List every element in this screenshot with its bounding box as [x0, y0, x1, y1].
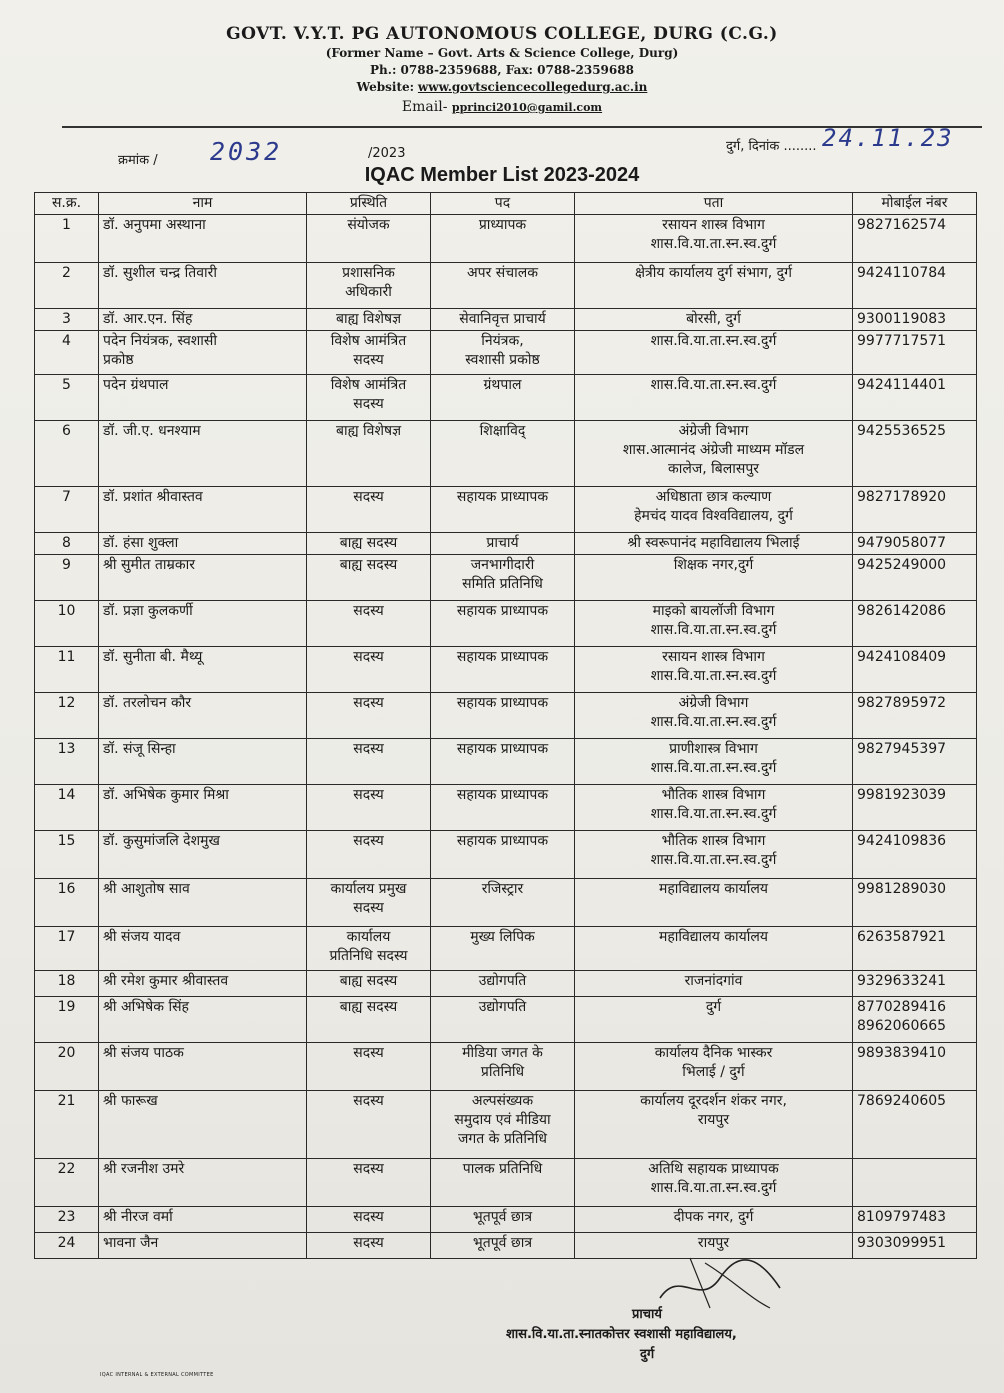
cell-sr: 9 [35, 555, 99, 601]
cell-post: नियंत्रक, स्वशासी प्रकोष्ठ [431, 331, 575, 375]
cell-name: डॉ. संजू सिन्हा [99, 739, 307, 785]
cell-name: डॉ. अनुपमा अस्थाना [99, 215, 307, 263]
table-row [35, 971, 977, 997]
cell-mobile: 8770289416 8962060665 [853, 997, 977, 1043]
table-row [35, 1043, 977, 1091]
cell-post: सेवानिवृत्त प्राचार्य [431, 309, 575, 331]
cell-mobile: 9827178920 [853, 487, 977, 533]
cell-post: रजिस्ट्रार [431, 879, 575, 927]
cell-status: सदस्य [307, 693, 431, 739]
signatory-institution: शास.वि.या.ता.स्नातकोत्तर स्वशासी महाविद्यालय, [506, 1327, 737, 1342]
cell-post: शिक्षाविद् [431, 421, 575, 487]
cell-name: श्री आशुतोष साव [99, 879, 307, 927]
cell-address: महाविद्यालय कार्यालय [575, 927, 853, 971]
cell-address: दुर्ग [575, 997, 853, 1043]
cell-name: डॉ. अभिषेक कुमार मिश्रा [99, 785, 307, 831]
cell-address: बोरसी, दुर्ग [575, 309, 853, 331]
cell-mobile: 7869240605 [853, 1091, 977, 1159]
cell-post: पालक प्रतिनिधि [431, 1159, 575, 1207]
email-link[interactable]: pprinci2010@gamil.com [451, 101, 603, 114]
cell-status: बाह्य सदस्य [307, 555, 431, 601]
cell-post: सहायक प्राध्यापक [431, 831, 575, 879]
phone-fax: Ph.: 0788-2359688, Fax: 0788-2359688 [370, 63, 634, 77]
signatory-title: प्राचार्य [632, 1307, 662, 1322]
table-row [35, 331, 977, 375]
cell-sr: 22 [35, 1159, 99, 1207]
cell-sr: 7 [35, 487, 99, 533]
cell-mobile: 9827895972 [853, 693, 977, 739]
cell-post: सहायक प्राध्यापक [431, 785, 575, 831]
cell-sr: 23 [35, 1207, 99, 1233]
reference-number: 2032 [210, 137, 283, 166]
cell-address: महाविद्यालय कार्यालय [575, 879, 853, 927]
table-row [35, 785, 977, 831]
cell-sr: 5 [35, 375, 99, 421]
cell-status: सदस्य [307, 739, 431, 785]
cell-mobile: 9977717571 [853, 331, 977, 375]
cell-post: अपर संचालक [431, 263, 575, 309]
cell-status: सदस्य [307, 647, 431, 693]
cell-address: माइको बायलॉजी विभाग शास.वि.या.ता.स्न.स्व.दुर्ग [575, 601, 853, 647]
cell-status: सदस्य [307, 1207, 431, 1233]
cell-mobile: 9329633241 [853, 971, 977, 997]
cell-post: सहायक प्राध्यापक [431, 601, 575, 647]
cell-post: उद्योगपति [431, 997, 575, 1043]
cell-sr: 2 [35, 263, 99, 309]
table-row [35, 601, 977, 647]
cell-name: भावना जैन [99, 1233, 307, 1259]
cell-name: डॉ. आर.एन. सिंह [99, 309, 307, 331]
cell-name: डॉ. सुनीता बी. मैथ्यू [99, 647, 307, 693]
cell-post: सहायक प्राध्यापक [431, 739, 575, 785]
table-row [35, 375, 977, 421]
reference-label: क्रमांक / [118, 153, 158, 168]
cell-status: बाह्य विशेषज्ञ [307, 309, 431, 331]
table-row [35, 997, 977, 1043]
cell-address: कार्यालय दैनिक भास्कर भिलाई / दुर्ग [575, 1043, 853, 1091]
email-label: Email- [401, 99, 448, 115]
cell-sr: 1 [35, 215, 99, 263]
cell-status: प्रशासनिक अधिकारी [307, 263, 431, 309]
cell-name: डॉ. हंसा शुक्ला [99, 533, 307, 555]
cell-sr: 24 [35, 1233, 99, 1259]
cell-sr: 12 [35, 693, 99, 739]
cell-post: मीडिया जगत के प्रतिनिधि [431, 1043, 575, 1091]
cell-address: कार्यालय दूरदर्शन शंकर नगर, रायपुर [575, 1091, 853, 1159]
cell-mobile: 9425249000 [853, 555, 977, 601]
table-row [35, 533, 977, 555]
cell-mobile: 9827162574 [853, 215, 977, 263]
cell-address: अंग्रेजी विभाग शास.वि.या.ता.स्न.स्व.दुर्ग [575, 693, 853, 739]
cell-name: श्री फारूख [99, 1091, 307, 1159]
cell-name: श्री रजनीश उमरे [99, 1159, 307, 1207]
cell-name: श्री संजय यादव [99, 927, 307, 971]
date-label: दुर्ग, दिनांक ........ [726, 139, 817, 154]
cell-mobile: 9300119083 [853, 309, 977, 331]
cell-status: सदस्य [307, 601, 431, 647]
cell-sr: 20 [35, 1043, 99, 1091]
cell-status: विशेष आमंत्रित सदस्य [307, 331, 431, 375]
cell-mobile: 9424109836 [853, 831, 977, 879]
table-row [35, 1091, 977, 1159]
table-row [35, 1233, 977, 1259]
website-line [0, 80, 1004, 94]
cell-status: बाह्य सदस्य [307, 971, 431, 997]
cell-status: सदस्य [307, 785, 431, 831]
cell-sr: 19 [35, 997, 99, 1043]
cell-mobile: 9479058077 [853, 533, 977, 555]
cell-status: कार्यालय प्रमुख सदस्य [307, 879, 431, 927]
cell-status: सदस्य [307, 1091, 431, 1159]
cell-status: बाह्य सदस्य [307, 533, 431, 555]
cell-sr: 3 [35, 309, 99, 331]
cell-post: सहायक प्राध्यापक [431, 647, 575, 693]
cell-address: अंग्रेजी विभाग शास.आत्मानंद अंग्रेजी माध्यम मॉडल कालेज, बिलासपुर [575, 421, 853, 487]
college-name: GOVT. V.Y.T. PG AUTONOMOUS COLLEGE, DURG (C.G.) [226, 24, 778, 44]
signature-scribble-icon [650, 1248, 790, 1318]
cell-status: सदस्य [307, 1043, 431, 1091]
col-header-mobile: मोबाईल नंबर [853, 193, 977, 215]
cell-mobile: 9981289030 [853, 879, 977, 927]
cell-sr: 17 [35, 927, 99, 971]
table-row [35, 927, 977, 971]
col-header-status: प्रस्थिति [307, 193, 431, 215]
cell-sr: 10 [35, 601, 99, 647]
cell-mobile: 9424108409 [853, 647, 977, 693]
cell-post: ग्रंथपाल [431, 375, 575, 421]
table-row [35, 421, 977, 487]
cell-name: श्री अभिषेक सिंह [99, 997, 307, 1043]
cell-name: श्री रमेश कुमार श्रीवास्तव [99, 971, 307, 997]
cell-sr: 13 [35, 739, 99, 785]
cell-mobile: 6263587921 [853, 927, 977, 971]
email-line [0, 99, 1004, 115]
cell-name: डॉ. कुसुमांजलि देशमुख [99, 831, 307, 879]
table-row [35, 831, 977, 879]
col-header-address: पता [575, 193, 853, 215]
cell-mobile: 9893839410 [853, 1043, 977, 1091]
committee-note: IQAC INTERNAL & EXTERNAL COMMITTEE [100, 1372, 214, 1378]
col-header-name: नाम [99, 193, 307, 215]
cell-name: डॉ. सुशील चन्द्र तिवारी [99, 263, 307, 309]
cell-address: अधिष्ठाता छात्र कल्याण हेमचंद यादव विश्वविद्यालय, दुर्ग [575, 487, 853, 533]
cell-sr: 6 [35, 421, 99, 487]
cell-mobile: 9827945397 [853, 739, 977, 785]
cell-name: डॉ. प्रज्ञा कुलकर्णी [99, 601, 307, 647]
cell-mobile: 8109797483 [853, 1207, 977, 1233]
cell-mobile: 9826142086 [853, 601, 977, 647]
cell-mobile: 9303099951 [853, 1233, 977, 1259]
cell-post: प्राचार्य [431, 533, 575, 555]
cell-mobile [853, 1159, 977, 1207]
cell-address: श्री स्वरूपानंद महाविद्यालय भिलाई [575, 533, 853, 555]
cell-status: विशेष आमंत्रित सदस्य [307, 375, 431, 421]
table-row [35, 263, 977, 309]
cell-address: रसायन शास्त्र विभाग शास.वि.या.ता.स्न.स्व.दुर्ग [575, 215, 853, 263]
cell-post: सहायक प्राध्यापक [431, 693, 575, 739]
cell-sr: 15 [35, 831, 99, 879]
cell-name: पदेन ग्रंथपाल [99, 375, 307, 421]
cell-mobile: 9424114401 [853, 375, 977, 421]
cell-status: सदस्य [307, 831, 431, 879]
col-header-sr: स.क्र. [35, 193, 99, 215]
cell-name: डॉ. तरलोचन कौर [99, 693, 307, 739]
table-row [35, 215, 977, 263]
table-row [35, 309, 977, 331]
cell-address: रसायन शास्त्र विभाग शास.वि.या.ता.स्न.स्व.दुर्ग [575, 647, 853, 693]
table-row [35, 555, 977, 601]
cell-address: शास.वि.या.ता.स्न.स्व.दुर्ग [575, 331, 853, 375]
table-header-row [35, 193, 977, 215]
cell-name: पदेन नियंत्रक, स्वशासी प्रकोष्ठ [99, 331, 307, 375]
cell-status: बाह्य विशेषज्ञ [307, 421, 431, 487]
cell-sr: 21 [35, 1091, 99, 1159]
cell-post: जनभागीदारी समिति प्रतिनिधि [431, 555, 575, 601]
cell-name: श्री सुमीत ताम्रकार [99, 555, 307, 601]
signatory-city: दुर्ग [640, 1347, 655, 1362]
cell-status: संयोजक [307, 215, 431, 263]
website-label: Website: [356, 80, 415, 94]
page-title: IQAC Member List 2023-2024 [364, 164, 640, 186]
cell-sr: 16 [35, 879, 99, 927]
table-row [35, 647, 977, 693]
cell-name: डॉ. जी.ए. धनश्याम [99, 421, 307, 487]
cell-address: भौतिक शास्त्र विभाग शास.वि.या.ता.स्न.स्व.दुर्ग [575, 831, 853, 879]
cell-address: अतिथि सहायक प्राध्यापक शास.वि.या.ता.स्न.स्व.दुर्ग [575, 1159, 853, 1207]
cell-sr: 18 [35, 971, 99, 997]
cell-address: राजनांदगांव [575, 971, 853, 997]
cell-status: सदस्य [307, 1233, 431, 1259]
table-row [35, 879, 977, 927]
cell-address: प्राणीशास्त्र विभाग शास.वि.या.ता.स्न.स्व.दुर्ग [575, 739, 853, 785]
cell-post: सहायक प्राध्यापक [431, 487, 575, 533]
cell-address: रायपुर [575, 1233, 853, 1259]
cell-sr: 11 [35, 647, 99, 693]
cell-post: प्राध्यापक [431, 215, 575, 263]
col-header-post: पद [431, 193, 575, 215]
website-link[interactable]: www.govtsciencecollegedurg.ac.in [417, 80, 648, 94]
cell-sr: 8 [35, 533, 99, 555]
former-name: (Former Name – Govt. Arts & Science College, Durg) [325, 46, 679, 60]
cell-address: शास.वि.या.ता.स्न.स्व.दुर्ग [575, 375, 853, 421]
cell-status: सदस्य [307, 487, 431, 533]
cell-post: अल्पसंख्यक समुदाय एवं मीडिया जगत के प्रतिनिधि [431, 1091, 575, 1159]
cell-address: भौतिक शास्त्र विभाग शास.वि.या.ता.स्न.स्व.दुर्ग [575, 785, 853, 831]
table-row [35, 487, 977, 533]
cell-mobile: 9424110784 [853, 263, 977, 309]
cell-sr: 14 [35, 785, 99, 831]
cell-status: बाह्य सदस्य [307, 997, 431, 1043]
cell-sr: 4 [35, 331, 99, 375]
cell-name: श्री नीरज वर्मा [99, 1207, 307, 1233]
cell-post: मुख्य लिपिक [431, 927, 575, 971]
table-row [35, 1207, 977, 1233]
table-row [35, 693, 977, 739]
cell-name: श्री संजय पाठक [99, 1043, 307, 1091]
reference-year: /2023 [368, 146, 406, 161]
cell-address: शिक्षक नगर,दुर्ग [575, 555, 853, 601]
table-row [35, 1159, 977, 1207]
table-row [35, 739, 977, 785]
cell-address: दीपक नगर, दुर्ग [575, 1207, 853, 1233]
cell-post: भूतपूर्व छात्र [431, 1207, 575, 1233]
cell-post: उद्योगपति [431, 971, 575, 997]
cell-mobile: 9981923039 [853, 785, 977, 831]
cell-status: सदस्य [307, 1159, 431, 1207]
cell-mobile: 9425536525 [853, 421, 977, 487]
cell-address: क्षेत्रीय कार्यालय दुर्ग संभाग, दुर्ग [575, 263, 853, 309]
cell-status: कार्यालय प्रतिनिधि सदस्य [307, 927, 431, 971]
member-rows [35, 215, 977, 1259]
cell-post: भूतपूर्व छात्र [431, 1233, 575, 1259]
cell-name: डॉ. प्रशांत श्रीवास्तव [99, 487, 307, 533]
member-table [34, 192, 977, 1259]
date-value: 24.11.23 [822, 124, 954, 152]
